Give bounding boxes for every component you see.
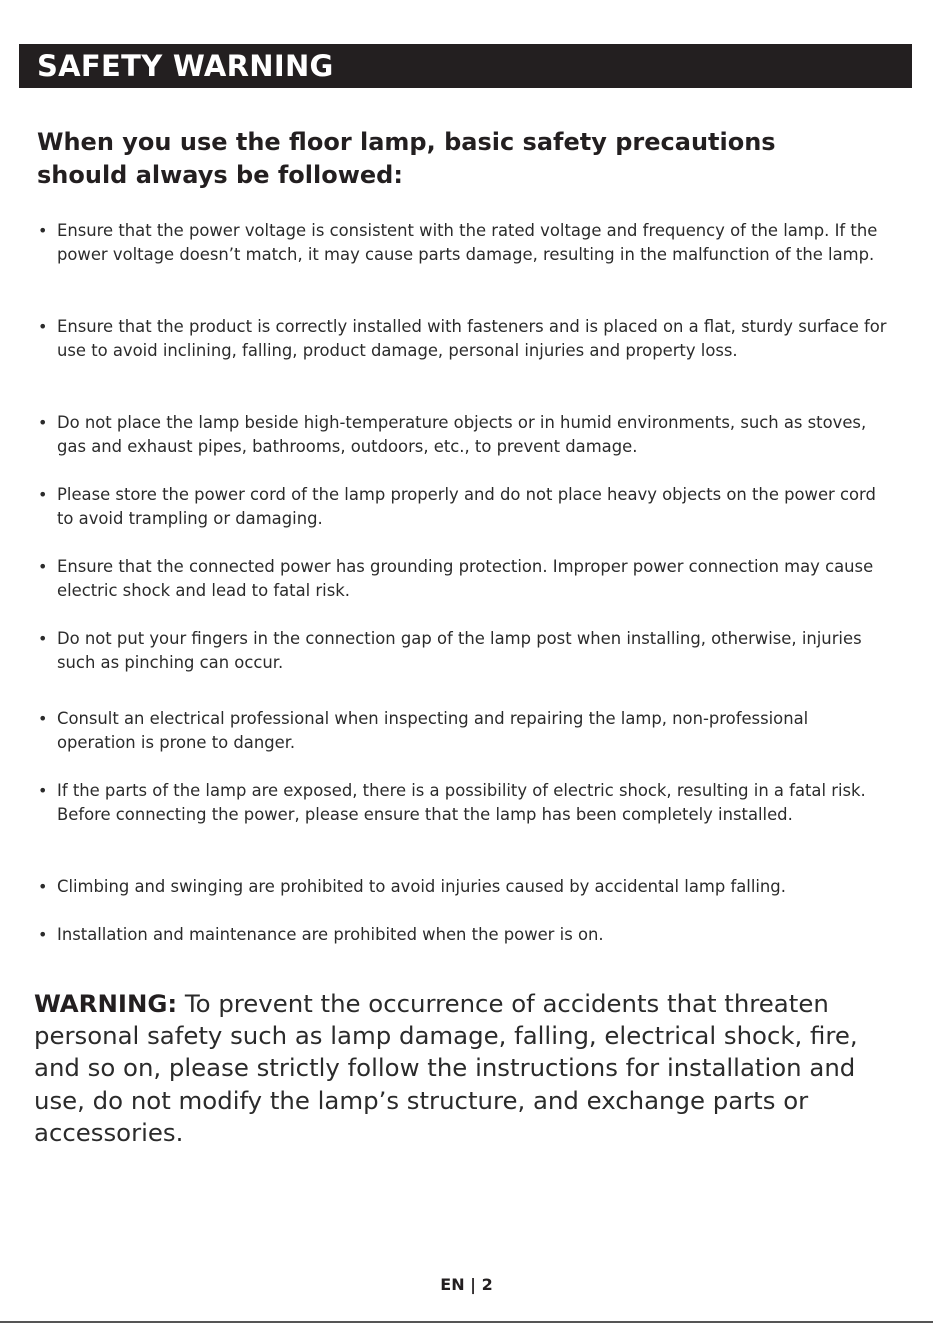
section-header-banner xyxy=(19,44,912,88)
warning-paragraph xyxy=(34,988,894,1149)
bullet-icon: • xyxy=(38,781,48,800)
list-item xyxy=(38,555,888,603)
bullet-icon: • xyxy=(38,925,48,944)
list-item xyxy=(38,411,888,459)
bullet-icon: • xyxy=(38,709,48,728)
list-item-text: Do not put your fingers in the connection gap of the lamp post when installing, otherwise, injuries such as pinching can occur. xyxy=(57,629,862,672)
list-item xyxy=(38,219,888,267)
page-number: EN | 2 xyxy=(440,1275,493,1294)
list-item xyxy=(38,483,888,531)
list-item xyxy=(38,875,888,899)
list-item xyxy=(38,627,888,675)
list-item-text: Consult an electrical professional when inspecting and repairing the lamp, non-professional operation is prone to danger. xyxy=(57,709,809,752)
list-item xyxy=(38,707,888,755)
bullet-icon: • xyxy=(38,221,48,240)
list-item-text: Do not place the lamp beside high-temperature objects or in humid environments, such as stoves, gas and exhaust pipes, bathrooms, outdoors, etc., to prevent damage. xyxy=(57,413,867,456)
list-item-text: Installation and maintenance are prohibited when the power is on. xyxy=(57,925,604,944)
list-item-text: Please store the power cord of the lamp properly and do not place heavy objects on the power cord to avoid trampling or damaging. xyxy=(57,485,876,528)
list-item-text: Ensure that the power voltage is consistent with the rated voltage and frequency of the lamp. If the power voltage doesn’t match, it may cause parts damage, resulting in the malfunction of the lamp. xyxy=(57,221,878,264)
bullet-icon: • xyxy=(38,557,48,576)
section-title: SAFETY WARNING xyxy=(37,49,334,83)
bullet-icon: • xyxy=(38,485,48,504)
warning-label: WARNING: xyxy=(34,989,178,1018)
bullet-icon: • xyxy=(38,413,48,432)
bullet-icon: • xyxy=(38,877,48,896)
bullet-icon: • xyxy=(38,317,48,336)
list-item xyxy=(38,923,888,947)
list-item xyxy=(38,779,888,827)
intro-heading: When you use the floor lamp, basic safety precautions should always be followed: xyxy=(37,128,776,189)
list-item-text: If the parts of the lamp are exposed, there is a possibility of electric shock, resulting in a fatal risk. Before connecting the power, please ensure that the lamp has been completely installed. xyxy=(57,781,866,824)
bullet-icon: • xyxy=(38,629,48,648)
warning-text: To prevent the occurrence of accidents that threaten personal safety such as lamp damage, falling, electrical shock, fire, and so on, please strictly follow the instructions for installation and use, do not modify the lamp’s structure, and exchange parts or accessories. xyxy=(34,989,858,1147)
list-item xyxy=(38,315,888,363)
list-item-text: Climbing and swinging are prohibited to avoid injuries caused by accidental lamp falling. xyxy=(57,877,786,896)
bottom-divider xyxy=(0,1321,933,1323)
list-item-text: Ensure that the connected power has grounding protection. Improper power connection may cause electric shock and lead to fatal risk. xyxy=(57,557,874,600)
list-item-text: Ensure that the product is correctly installed with fasteners and is placed on a flat, sturdy surface for use to avoid inclining, falling, product damage, personal injuries and property loss. xyxy=(57,317,887,360)
